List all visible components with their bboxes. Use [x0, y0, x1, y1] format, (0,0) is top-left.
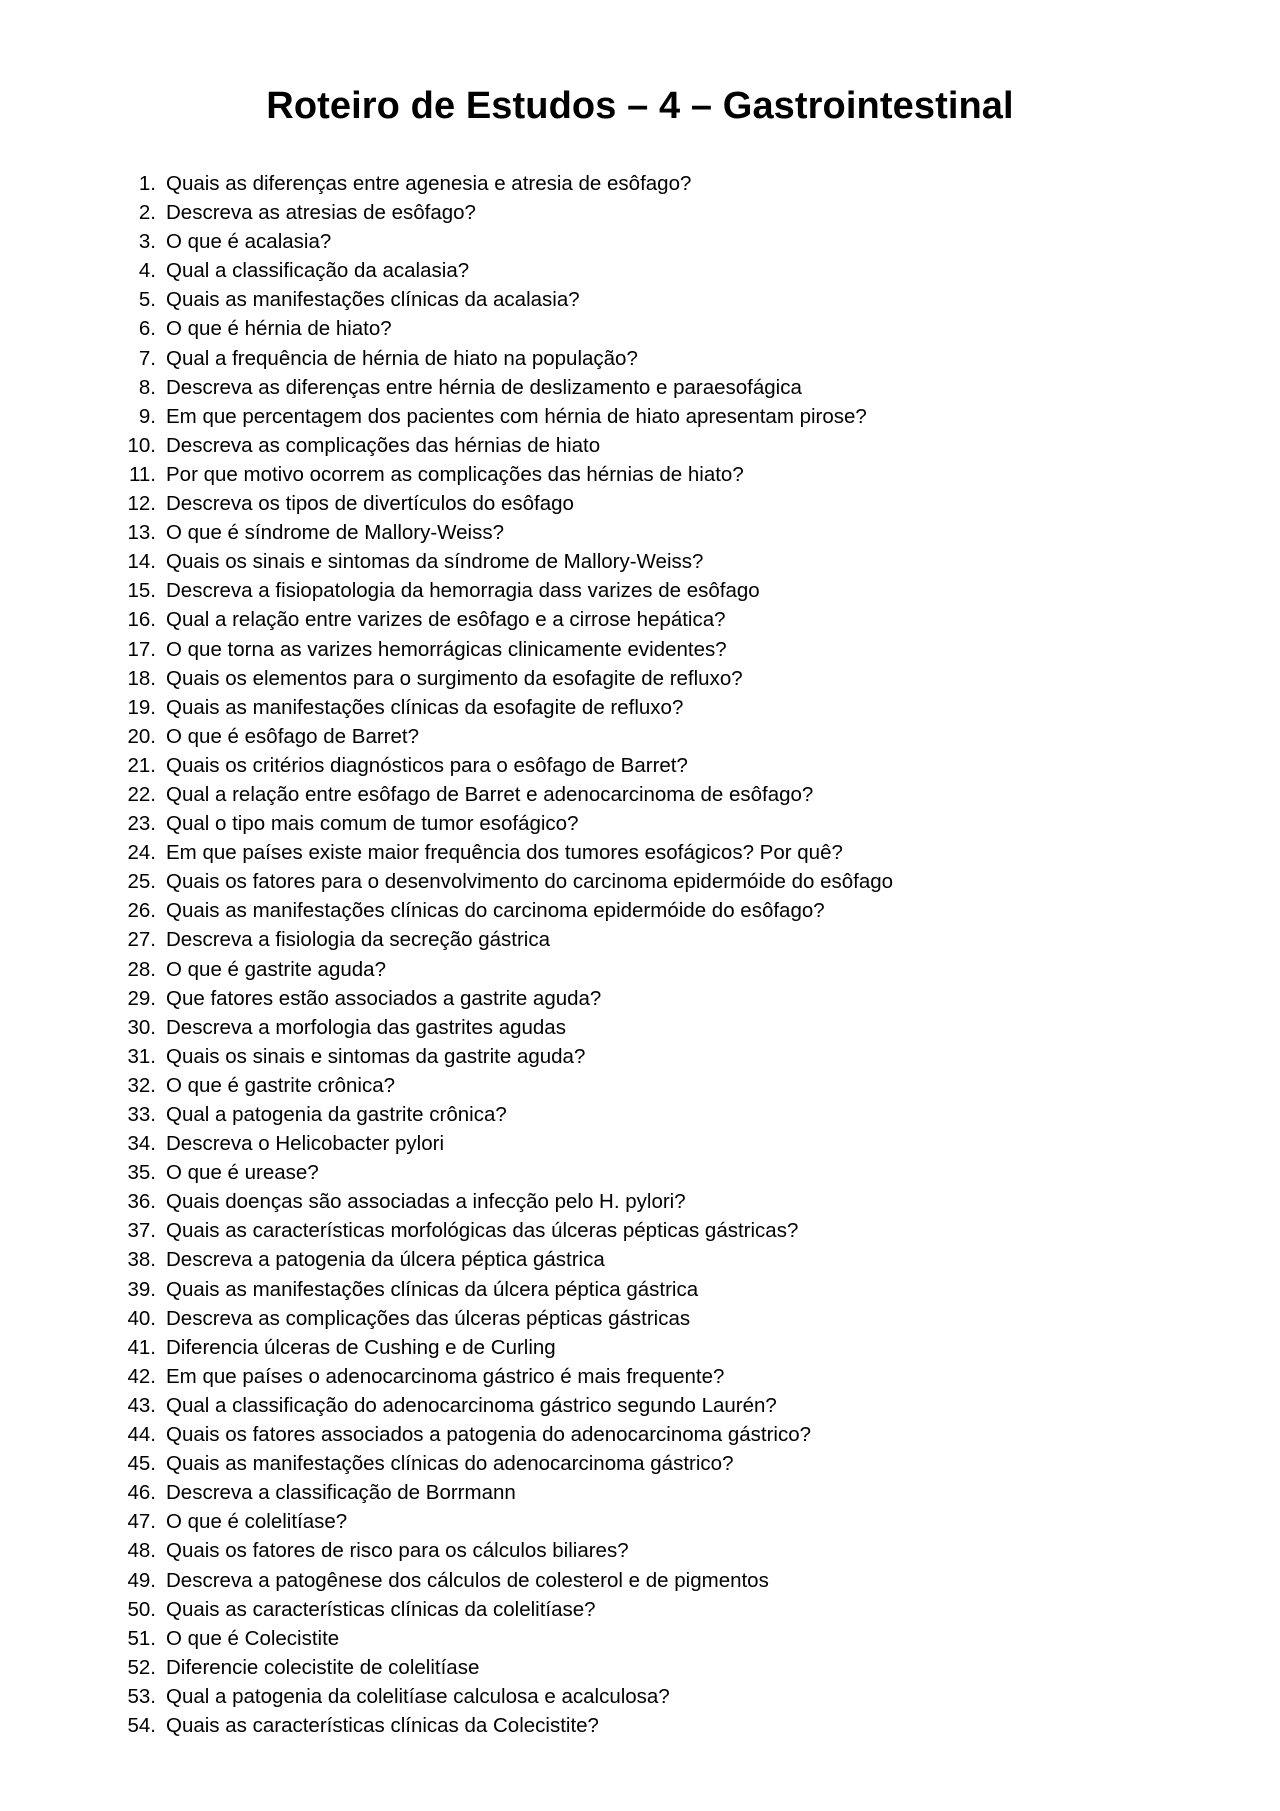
question-number: 34.: [127, 1132, 156, 1156]
question-number: 35.: [127, 1161, 156, 1185]
question-list: [112, 169, 893, 1740]
question-item: [112, 809, 893, 838]
question-text: Descreva a fisiologia da secreção gástrica: [166, 928, 550, 952]
question-number: 3.: [138, 230, 156, 254]
question-number: 47.: [127, 1510, 156, 1534]
question-item: [112, 1682, 893, 1711]
question-item: [112, 256, 893, 285]
question-item: [112, 576, 893, 605]
question-number: 54.: [127, 1713, 156, 1737]
question-number: 36.: [127, 1190, 156, 1214]
question-number: 17.: [127, 637, 156, 661]
question-text: Diferencia úlceras de Cushing e de Curling: [166, 1335, 556, 1359]
question-number: 52.: [127, 1655, 156, 1679]
question-text: Qual a relação entre varizes de esôfago e a cirrose hepática?: [166, 608, 726, 632]
question-text: Descreva o Helicobacter pylori: [166, 1132, 445, 1156]
question-text: Quais as características clínicas da Colecistite?: [166, 1713, 599, 1737]
question-item: [112, 693, 893, 722]
question-item: [112, 984, 893, 1013]
question-text: Quais as diferenças entre agenesia e atresia de esôfago?: [166, 172, 692, 195]
question-number: 6.: [138, 317, 156, 341]
question-item: [112, 489, 893, 518]
question-number: 48.: [127, 1539, 156, 1563]
question-item: [112, 664, 893, 693]
question-number: 29.: [127, 986, 156, 1010]
question-item: [112, 547, 893, 576]
question-number: 15.: [127, 579, 156, 603]
question-item: [112, 635, 893, 664]
question-number: 37.: [127, 1219, 156, 1243]
question-item: [112, 1595, 893, 1624]
question-text: Quais os sinais e sintomas da síndrome de Mallory-Weiss?: [166, 550, 704, 574]
document-title: Roteiro de Estudos – 4 – Gastrointestinal: [266, 85, 1014, 127]
question-number: 7.: [138, 346, 156, 370]
question-item: [112, 1711, 893, 1740]
question-text: Quais doenças são associadas a infecção pelo H. pylori?: [166, 1190, 686, 1214]
question-item: [112, 1216, 893, 1245]
question-text: Quais as características morfológicas das úlceras pépticas gástricas?: [166, 1219, 799, 1243]
question-text: Quais os fatores associados a patogenia do adenocarcinoma gástrico?: [166, 1423, 812, 1447]
question-text: Em que países o adenocarcinoma gástrico é mais frequente?: [166, 1364, 725, 1388]
question-item: [112, 1187, 893, 1216]
question-text: Qual a frequência de hérnia de hiato na população?: [166, 346, 638, 370]
question-text: Qual a classificação do adenocarcinoma gástrico segundo Laurén?: [166, 1393, 777, 1417]
question-text: Descreva as atresias de esôfago?: [166, 201, 476, 225]
question-text: Descreva a patogenia da úlcera péptica gástrica: [166, 1248, 605, 1272]
question-text: Quais as manifestações clínicas do carcinoma epidermóide do esôfago?: [166, 899, 825, 923]
question-item: [112, 227, 893, 256]
question-number: 53.: [127, 1684, 156, 1708]
question-item: [112, 402, 893, 431]
question-text: Quais os sinais e sintomas da gastrite aguda?: [166, 1044, 586, 1068]
question-item: [112, 605, 893, 634]
question-number: 21.: [127, 753, 156, 777]
question-number: 12.: [127, 492, 156, 516]
question-text: Quais os elementos para o surgimento da esofagite de refluxo?: [166, 666, 743, 690]
question-text: Em que países existe maior frequência dos tumores esofágicos? Por quê?: [166, 841, 843, 865]
question-item: [112, 314, 893, 343]
question-number: 1.: [138, 172, 156, 195]
question-text: Quais os critérios diagnósticos para o esôfago de Barret?: [166, 753, 688, 777]
question-number: 46.: [127, 1481, 156, 1505]
question-number: 22.: [127, 782, 156, 806]
question-text: Qual a patogenia da gastrite crônica?: [166, 1103, 507, 1126]
question-number: 41.: [127, 1335, 156, 1359]
question-item: [112, 1245, 893, 1274]
question-number: 9.: [138, 404, 156, 428]
question-text: Descreva a classificação de Borrmann: [166, 1481, 516, 1505]
question-text: Qual a relação entre esôfago de Barret e adenocarcinoma de esôfago?: [166, 782, 814, 806]
question-text: O que torna as varizes hemorrágicas clinicamente evidentes?: [166, 637, 727, 661]
question-item: [112, 1071, 893, 1100]
question-item: [112, 925, 893, 954]
question-number: 28.: [127, 957, 156, 981]
question-item: [112, 780, 893, 809]
question-number: 10.: [127, 433, 156, 457]
question-item: [112, 1333, 893, 1362]
question-item: [112, 169, 893, 198]
question-number: 4.: [138, 259, 156, 283]
question-number: 39.: [127, 1277, 156, 1301]
question-item: [112, 1449, 893, 1478]
question-item: [112, 1042, 893, 1071]
question-text: O que é gastrite crônica?: [166, 1073, 396, 1097]
question-number: 50.: [127, 1597, 156, 1621]
question-item: [112, 1304, 893, 1333]
question-number: 43.: [127, 1393, 156, 1417]
question-number: 45.: [127, 1452, 156, 1476]
question-text: Quais as manifestações clínicas da acalasia?: [166, 288, 580, 312]
question-text: Em que percentagem dos pacientes com hérnia de hiato apresentam pirose?: [166, 404, 867, 428]
question-text: O que é Colecistite: [166, 1626, 340, 1650]
question-item: [112, 1566, 893, 1595]
question-number: 11.: [129, 462, 156, 486]
question-text: O que é esôfago de Barret?: [166, 724, 420, 748]
question-text: Quais os fatores de risco para os cálculos biliares?: [166, 1539, 629, 1563]
question-text: Quais as manifestações clínicas da esofagite de refluxo?: [166, 695, 684, 719]
question-number: 16.: [127, 608, 156, 632]
question-number: 13.: [127, 521, 156, 545]
question-item: [112, 751, 893, 780]
question-item: [112, 431, 893, 460]
question-item: [112, 1362, 893, 1391]
question-item: [112, 955, 893, 984]
question-item: [112, 1624, 893, 1653]
question-number: 44.: [127, 1423, 156, 1447]
question-number: 32.: [127, 1073, 156, 1097]
question-item: [112, 1013, 893, 1042]
question-number: 51.: [127, 1626, 156, 1650]
question-text: Quais as manifestações clínicas da úlcera péptica gástrica: [166, 1277, 699, 1301]
question-number: 26.: [127, 899, 156, 923]
question-item: [112, 722, 893, 751]
question-text: Qual a classificação da acalasia?: [166, 259, 470, 283]
question-text: Qual a patogenia da colelitíase calculosa e acalculosa?: [166, 1684, 670, 1708]
question-item: [112, 1536, 893, 1565]
question-number: 14.: [127, 550, 156, 574]
question-item: [112, 1100, 893, 1129]
question-item: [112, 1507, 893, 1536]
question-text: Descreva a patogênese dos cálculos de colesterol e de pigmentos: [166, 1568, 769, 1592]
question-text: Descreva as complicações das hérnias de hiato: [166, 433, 601, 457]
question-item: [112, 1420, 893, 1449]
question-text: Quais as características clínicas da colelitíase?: [166, 1597, 596, 1621]
question-text: Diferencie colecistite de colelitíase: [166, 1655, 480, 1679]
question-text: Qual o tipo mais comum de tumor esofágico?: [166, 812, 579, 836]
question-number: 20.: [127, 724, 156, 748]
question-item: [112, 896, 893, 925]
question-text: O que é colelitíase?: [166, 1510, 348, 1534]
question-number: 25.: [127, 870, 156, 894]
question-number: 33.: [127, 1103, 156, 1126]
question-number: 5.: [138, 288, 156, 312]
question-text: Descreva os tipos de divertículos do esôfago: [166, 492, 574, 516]
question-item: [112, 1275, 893, 1304]
question-number: 23.: [127, 812, 156, 836]
question-item: [112, 1478, 893, 1507]
question-number: 2.: [138, 201, 156, 225]
question-text: Descreva a morfologia das gastrites agudas: [166, 1015, 566, 1039]
question-text: O que é hérnia de hiato?: [166, 317, 392, 341]
question-text: O que é síndrome de Mallory-Weiss?: [166, 521, 505, 545]
question-item: [112, 518, 893, 547]
question-number: 18.: [127, 666, 156, 690]
question-text: O que é acalasia?: [166, 230, 332, 254]
question-number: 27.: [127, 928, 156, 952]
question-item: [112, 1129, 893, 1158]
question-number: 49.: [127, 1568, 156, 1592]
question-item: [112, 867, 893, 896]
question-item: [112, 1653, 893, 1682]
question-text: Que fatores estão associados a gastrite aguda?: [166, 986, 602, 1010]
question-text: O que é gastrite aguda?: [166, 957, 386, 981]
question-item: [112, 344, 893, 373]
question-text: Quais as manifestações clínicas do adenocarcinoma gástrico?: [166, 1452, 734, 1476]
question-item: [112, 460, 893, 489]
question-item: [112, 838, 893, 867]
question-number: 19.: [127, 695, 156, 719]
question-item: [112, 1391, 893, 1420]
question-text: Descreva a fisiopatologia da hemorragia dass varizes de esôfago: [166, 579, 760, 603]
question-text: Por que motivo ocorrem as complicações das hérnias de hiato?: [166, 462, 744, 486]
question-text: Descreva as diferenças entre hérnia de deslizamento e paraesofágica: [166, 375, 802, 399]
question-text: Descreva as complicações das úlceras pépticas gástricas: [166, 1306, 691, 1330]
question-number: 24.: [127, 841, 156, 865]
question-number: 38.: [127, 1248, 156, 1272]
question-text: Quais os fatores para o desenvolvimento do carcinoma epidermóide do esôfago: [166, 870, 894, 894]
question-item: [112, 198, 893, 227]
question-number: 42.: [127, 1364, 156, 1388]
question-number: 40.: [127, 1306, 156, 1330]
question-item: [112, 285, 893, 314]
question-number: 31.: [127, 1044, 156, 1068]
question-item: [112, 373, 893, 402]
question-number: 8.: [138, 375, 156, 399]
question-number: 30.: [127, 1015, 156, 1039]
question-item: [112, 1158, 893, 1187]
question-text: O que é urease?: [166, 1161, 319, 1185]
